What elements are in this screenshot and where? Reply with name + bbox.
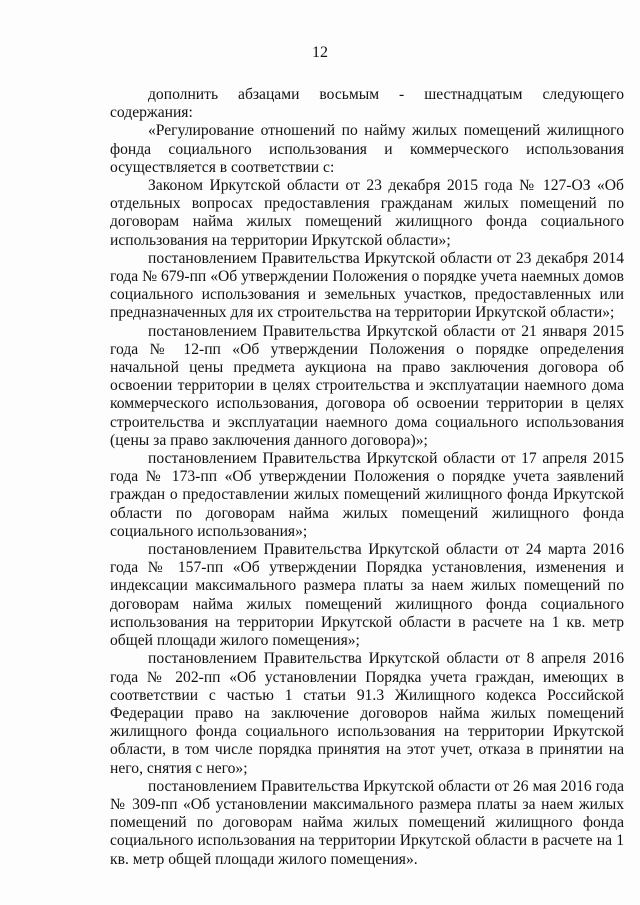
document-body bbox=[110, 86, 624, 869]
paragraph-intro: дополнить абзацами восьмым - шестнадцатым следующего содержания: bbox=[110, 86, 624, 122]
paragraph-regulation: «Регулирование отношений по найму жилых помещений жилищного фонда социального использования и коммерческого использования осуществляется в соответствии с: bbox=[110, 122, 624, 176]
paragraph-resolution-309-pp: постановлением Правительства Иркутской области от 26 мая 2016 года № 309-пп «Об установлении максимального размера платы за наем жилых помещений по договорам найма жилых помещений жилищного фонда социального использования на территории Иркутской области в расчете на 1 кв. метр общей площади жилого помещения». bbox=[110, 777, 624, 868]
paragraph-resolution-679-pp: постановлением Правительства Иркутской области от 23 декабря 2014 года № 679-пп «Об утверждении Положения о порядке учета наемных домов социального использования и земельных участков, предоставленных или предназначенных для их строительства на территории Иркутской области»; bbox=[110, 249, 624, 322]
paragraph-law-127-oz: Законом Иркутской области от 23 декабря 2015 года № 127-ОЗ «Об отдельных вопросах предоставления гражданам жилых помещений по договорам найма жилых помещений жилищного фонда социального использования на территории Иркутской области»; bbox=[110, 177, 624, 249]
paragraph-resolution-202-pp: постановлением Правительства Иркутской области от 8 апреля 2016 года № 202-пп «Об установлении Порядка учета граждан, имеющих в соответствии с частью 1 статьи 91.3 Жилищного кодекса Российской Федерации право на заключение договоров найма жилых помещений жилищного фонда социального использования на территории Иркутской области, в том числе порядка принятия на этот учет, отказа в принятии на него, снятия с него»; bbox=[110, 650, 624, 777]
paragraph-resolution-157-pp: постановлением Правительства Иркутской области от 24 марта 2016 года № 157-пп «Об утверждении Порядка установления, изменения и индексации максимального размера платы за наем жилых помещений по договорам найма жилых помещений жилищного фонда социального использования на территории Иркутской области в расчете на 1 кв. метр общей площади жилого помещения»; bbox=[110, 541, 624, 650]
paragraph-resolution-173-pp: постановлением Правительства Иркутской области от 17 апреля 2015 года № 173-пп «Об утверждении Положения о порядке учета заявлений граждан о предоставлении жилых помещений жилищного фонда Иркутской области по договорам найма жилых помещений жилищного фонда социального использования»; bbox=[110, 450, 624, 540]
page-number: 12 bbox=[312, 44, 328, 61]
paragraph-resolution-12-pp: постановлением Правительства Иркутской области от 21 января 2015 года № 12-пп «Об утверждении Положения о порядке определения начальной цены предмета аукциона на право заключения договора об освоении территории в целях строительства и эксплуатации наемного дома коммерческого использования, договора об освоении территории в целях строительства и эксплуатации наемного дома социального использования (цены за право заключения данного договора)»; bbox=[110, 322, 624, 449]
